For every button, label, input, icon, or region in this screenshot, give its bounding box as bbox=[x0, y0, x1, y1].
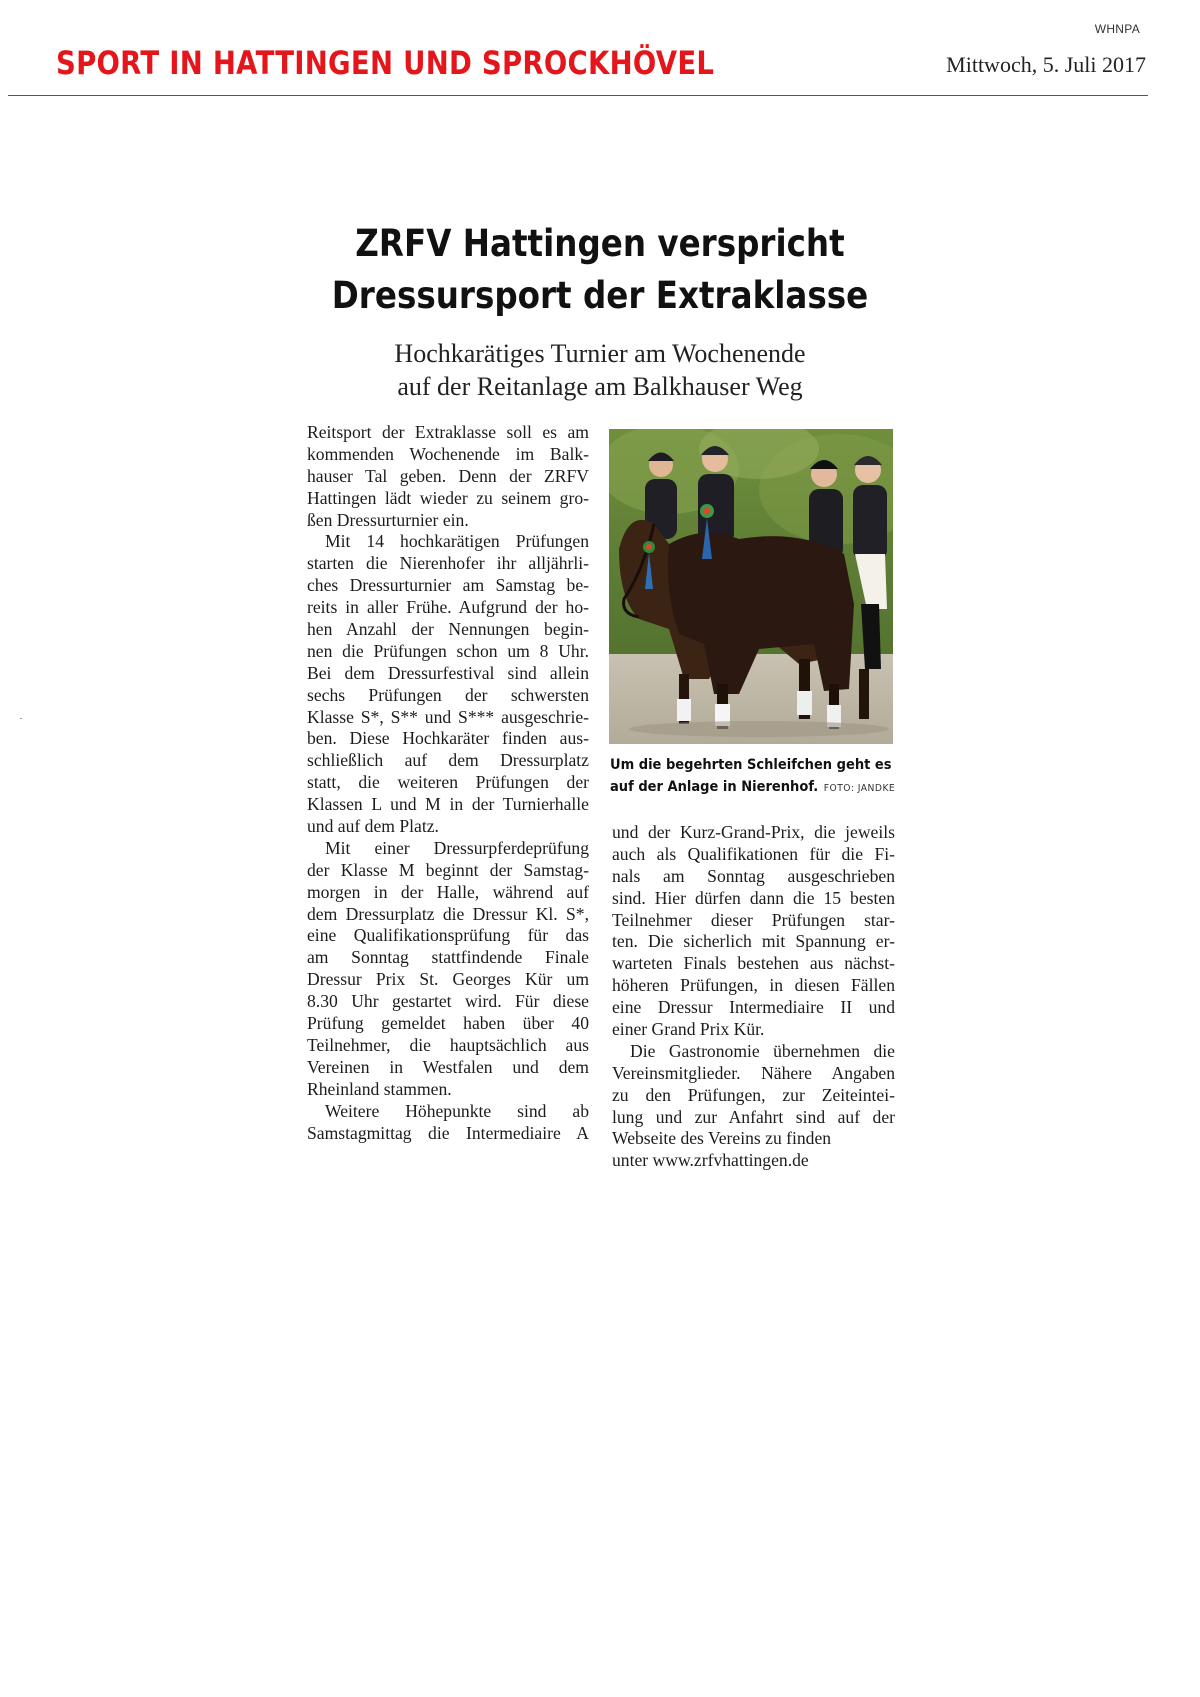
article-headline bbox=[250, 218, 950, 322]
header-rule bbox=[8, 95, 1148, 96]
text-line: Mit 14 hochkarätigen Prüfungen bbox=[325, 531, 589, 552]
photo-caption bbox=[610, 754, 900, 800]
text-line: höheren Prüfungen, in diesen Fällen bbox=[612, 975, 895, 996]
headline-line: Dressursport der Extraklasse bbox=[331, 274, 869, 317]
headline-line: ZRFV Hattingen verspricht bbox=[355, 222, 845, 265]
text-line: eine Dressur Intermediaire II und bbox=[612, 997, 895, 1018]
text-line: ches Dressurturnier am Samstag be- bbox=[307, 575, 589, 596]
text-line: Reitsport der Extraklasse soll es am bbox=[307, 422, 589, 442]
article-subhead bbox=[250, 337, 950, 403]
text-line: Klassen L und M in der Turnierhalle bbox=[307, 794, 589, 815]
text-line: ben. Diese Hochkaräter finden aus- bbox=[307, 728, 589, 749]
text-line: der Klasse M beginnt der Samstag- bbox=[307, 859, 589, 880]
text-line: Mit einer Dressurpferdeprüfung bbox=[325, 837, 589, 858]
issue-date: Mittwoch, 5. Juli 2017 bbox=[946, 52, 1146, 77]
text-line: und auf dem Platz. bbox=[307, 816, 439, 837]
caption-line: Um die begehrten Schleifchen geht es bbox=[610, 757, 892, 773]
text-line: hauser Tal geben. Denn der ZRFV bbox=[307, 465, 589, 486]
text-line: statt, die weiteren Prüfungen der bbox=[307, 772, 589, 793]
text-line: nals am Sonntag ausgeschrieben bbox=[612, 865, 895, 886]
text-line: Die Gastronomie übernehmen die bbox=[630, 1040, 895, 1061]
text-line: ten. Die sicherlich mit Spannung er- bbox=[612, 931, 895, 952]
scan-speck bbox=[20, 718, 22, 719]
text-line: Klasse S*, S** und S*** ausgeschrie- bbox=[307, 706, 589, 727]
text-line: Teilnehmer, die hauptsächlich aus bbox=[307, 1034, 589, 1055]
article-column-2 bbox=[612, 822, 895, 1172]
text-line: reits in aller Frühe. Aufgrund der ho- bbox=[307, 597, 589, 618]
text-line: unter www.zrfvhattingen.de bbox=[612, 1150, 809, 1171]
caption-line bbox=[610, 776, 896, 800]
text-line: Vereinsmitglieder. Nähere Angaben bbox=[612, 1062, 895, 1083]
text-line: Hattingen lädt wieder zu seinem gro- bbox=[307, 487, 589, 508]
text-line: Dressur Prix St. Georges Kür um bbox=[307, 969, 589, 990]
text-line: Bei dem Dressurfestival sind allein bbox=[307, 662, 589, 683]
text-line: warteten Finals bestehen aus nächst- bbox=[612, 953, 895, 974]
text-line: Weitere Höhepunkte sind ab bbox=[325, 1100, 589, 1121]
text-line: morgen in der Halle, während auf bbox=[307, 881, 589, 902]
text-line: ßen Dressurturnier ein. bbox=[307, 509, 469, 530]
text-line: dem Dressurplatz die Dressur Kl. S*, bbox=[307, 903, 589, 924]
section-title: SPORT IN HATTINGEN UND SPROCKHÖVEL bbox=[56, 44, 715, 82]
text-line: kommenden Wochenende im Balk- bbox=[307, 443, 589, 464]
text-line: lung und zur Anfahrt sind auf der bbox=[612, 1106, 895, 1127]
agency-mark: WHNPA bbox=[1094, 22, 1140, 36]
subhead-line: Hochkarätiges Turnier am Wochenende bbox=[394, 339, 806, 368]
text-line: Prüfung gemeldet haben über 40 bbox=[307, 1013, 589, 1034]
text-line: am Sonntag stattfindende Finale bbox=[307, 947, 589, 968]
text-line: hen Anzahl der Nennungen begin- bbox=[307, 619, 589, 640]
text-line: nen die Prüfungen schon um 8 Uhr. bbox=[307, 640, 589, 661]
text-line: einer Grand Prix Kür. bbox=[612, 1019, 765, 1040]
text-line: und der Kurz-Grand-Prix, die jeweils bbox=[612, 822, 895, 842]
text-line: sind. Hier dürfen dann die 15 besten bbox=[612, 887, 895, 908]
text-line: auch als Qualifikationen für die Fi- bbox=[612, 843, 895, 864]
photo-credit: FOTO: JANDKE bbox=[823, 783, 896, 794]
page-header bbox=[56, 44, 1146, 94]
subhead-line: auf der Reitanlage am Balkhauser Weg bbox=[397, 372, 803, 401]
text-line: Rheinland stammen. bbox=[307, 1078, 452, 1099]
text-line: Teilnehmer dieser Prüfungen star- bbox=[612, 909, 895, 930]
text-line: Samstagmittag die Intermediaire A bbox=[307, 1122, 589, 1143]
text-line: starten die Nierenhofer ihr alljährli- bbox=[307, 553, 589, 574]
text-line: schließlich auf dem Dressurplatz bbox=[307, 750, 589, 771]
article-column-1 bbox=[307, 422, 589, 1144]
text-line: 8.30 Uhr gestartet wird. Für diese bbox=[307, 991, 589, 1012]
text-line: Webseite des Vereins zu finden bbox=[612, 1128, 832, 1149]
article-photo bbox=[609, 429, 893, 744]
text-line: eine Qualifikationsprüfung für das bbox=[307, 925, 589, 946]
text-line: Vereinen in Westfalen und dem bbox=[307, 1056, 589, 1077]
caption-text: auf der Anlage in Nierenhof. bbox=[610, 779, 819, 795]
text-line: zu den Prüfungen, zur Zeiteintei- bbox=[612, 1084, 895, 1105]
text-line: sechs Prüfungen der schwersten bbox=[307, 684, 589, 705]
